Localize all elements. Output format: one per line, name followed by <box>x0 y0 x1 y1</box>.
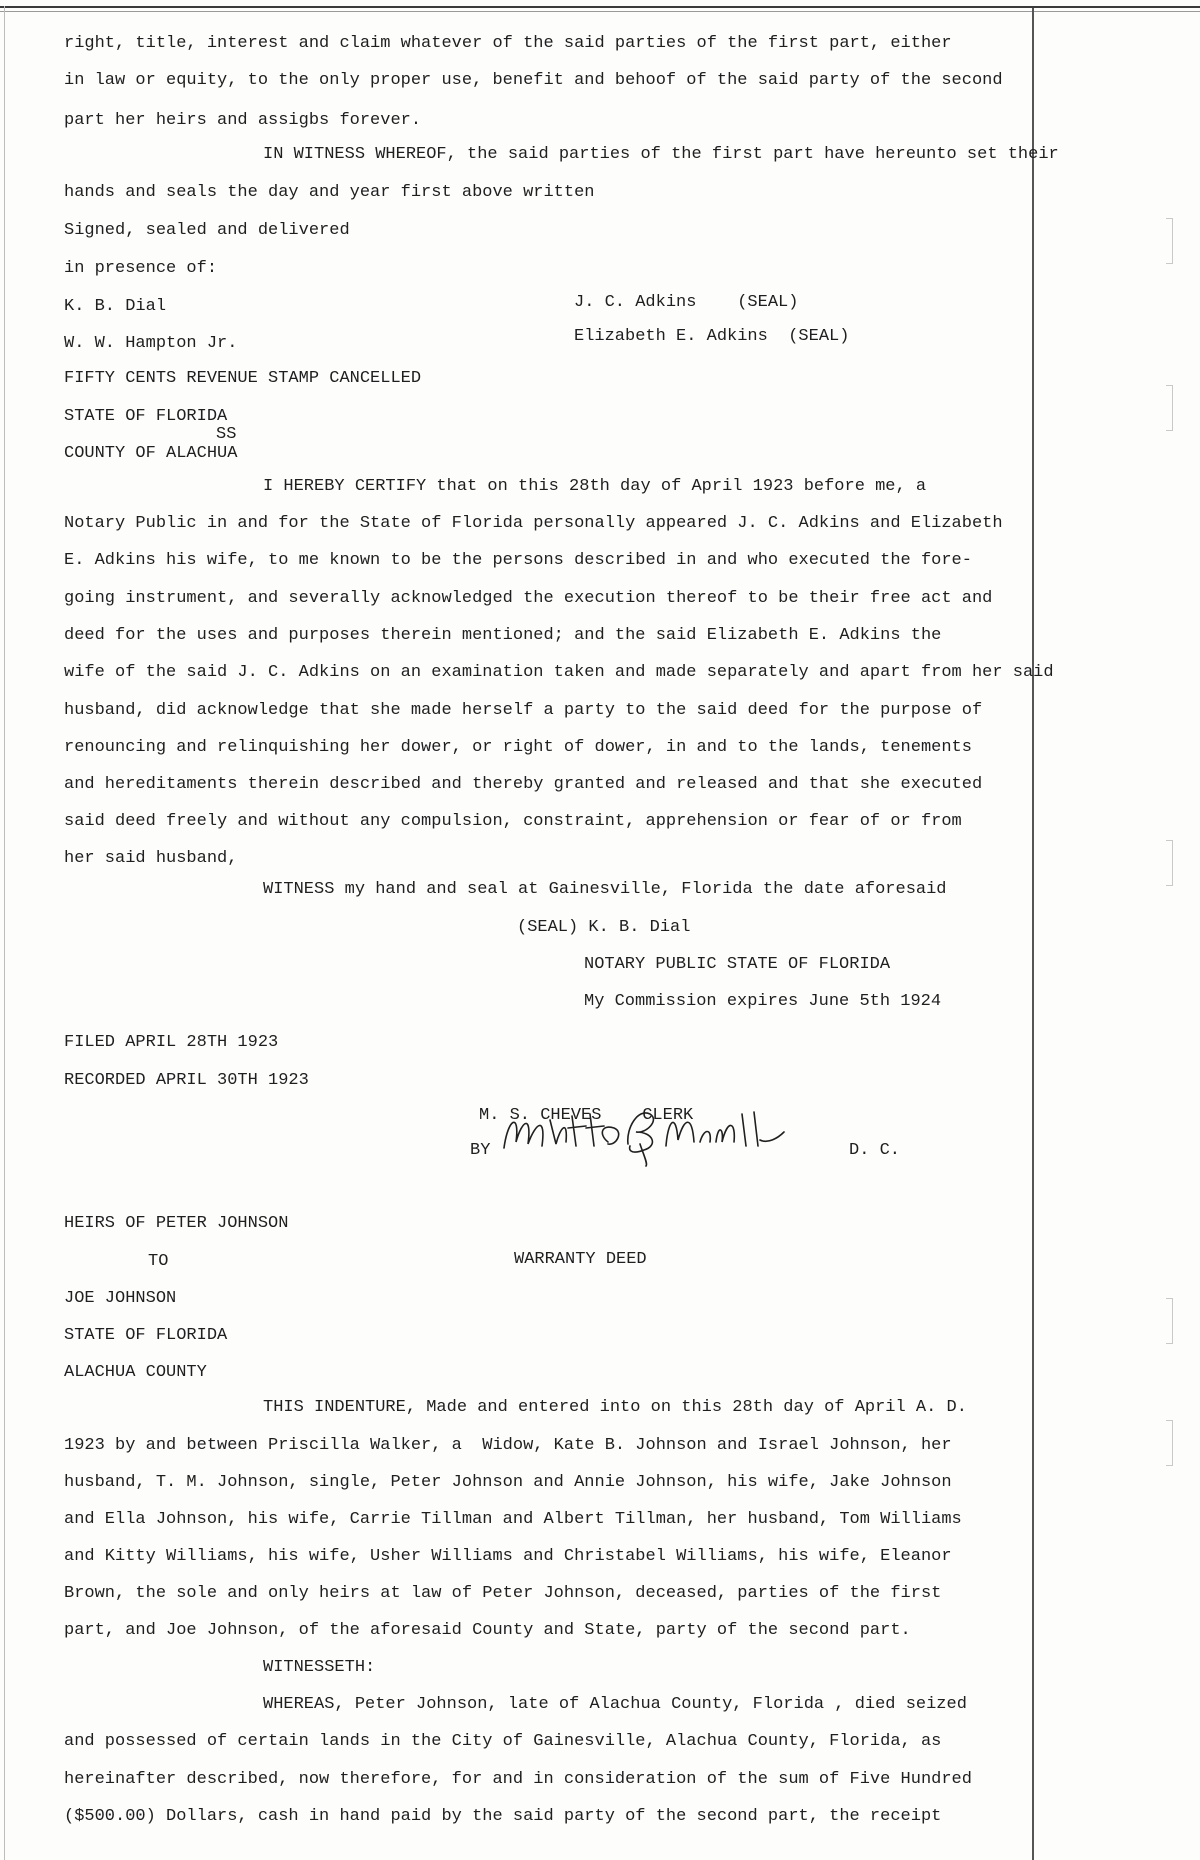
witness-name: K. B. Dial <box>64 297 167 316</box>
margin-bracket <box>1166 1298 1173 1344</box>
certificate-line: deed for the uses and purposes therein mentioned; and the said Elizabeth E. Adkins the <box>64 626 942 645</box>
certificate-line: her said husband, <box>64 849 238 868</box>
deed1-text-line: part her heirs and assigbs forever. <box>64 111 422 130</box>
deed2-text-line: and Kitty Williams, his wife, Usher Williams and Christabel Williams, his wife, Eleanor <box>64 1547 952 1566</box>
deed1-text-line: in law or equity, to the only proper use, benefit and behoof of the said party of the second <box>64 71 1003 90</box>
deed2-text-line: THIS INDENTURE, Made and entered into on this 28th day of April A. D. <box>263 1398 967 1417</box>
deed2-grantor-heading: HEIRS OF PETER JOHNSON <box>64 1214 289 1233</box>
notary-signature: (SEAL) K. B. Dial <box>517 918 691 937</box>
deed2-text-line: part, and Joe Johnson, of the aforesaid County and State, party of the second part. <box>64 1621 911 1640</box>
deed2-text-line: hereinafter described, now therefore, for and in consideration of the sum of Five Hundred <box>64 1770 972 1789</box>
notary-commission: My Commission expires June 5th 1924 <box>584 992 942 1011</box>
venue-county: COUNTY OF ALACHUA <box>64 444 238 463</box>
venue-state: STATE OF FLORIDA <box>64 407 228 426</box>
clerk-by: BY <box>470 1141 491 1160</box>
deed2-text-line: and Ella Johnson, his wife, Carrie Tillman and Albert Tillman, her husband, Tom Williams <box>64 1510 962 1529</box>
deed1-text-line: right, title, interest and claim whatever of the said parties of the first part, either <box>64 34 952 53</box>
notary-witness-line: WITNESS my hand and seal at Gainesville, Florida the date aforesaid <box>263 880 947 899</box>
right-margin-rule <box>1032 8 1034 1860</box>
venue-ss: SS <box>216 425 237 444</box>
grantor-signature: J. C. Adkins (SEAL) <box>574 293 799 312</box>
deed1-text-line: Signed, sealed and delivered <box>64 221 350 240</box>
deed2-text-line: Brown, the sole and only heirs at law of Peter Johnson, deceased, parties of the first <box>64 1584 942 1603</box>
deed1-text-line: IN WITNESS WHEREOF, the said parties of the first part have hereunto set their <box>263 145 1059 164</box>
certificate-line: going instrument, and severally acknowledged the execution thereof to be their free act and <box>64 589 993 608</box>
deed2-text-line: ($500.00) Dollars, cash in hand paid by the said party of the second part, the receipt <box>64 1807 942 1826</box>
grantor-signature: Elizabeth E. Adkins (SEAL) <box>574 327 850 346</box>
certificate-line: wife of the said J. C. Adkins on an examination taken and made separately and apart from her said <box>64 663 1054 682</box>
deed2-to-word: TO <box>148 1252 169 1271</box>
certificate-line: said deed freely and without any compulsion, constraint, apprehension or fear of or from <box>64 812 962 831</box>
top-border-line <box>0 6 1200 8</box>
margin-bracket <box>1166 1420 1173 1466</box>
deputy-clerk-signature <box>498 1098 788 1168</box>
margin-bracket <box>1166 218 1173 264</box>
certificate-line: Notary Public in and for the State of Florida personally appeared J. C. Adkins and Elizabeth <box>64 514 1003 533</box>
deed2-grantee-heading: JOE JOHNSON <box>64 1289 177 1308</box>
certificate-line: and hereditaments therein described and thereby granted and released and that she executed <box>64 775 983 794</box>
filed-date: FILED APRIL 28TH 1923 <box>64 1033 279 1052</box>
deed2-witnesseth: WITNESSETH: <box>263 1658 376 1677</box>
deed1-text-line: in presence of: <box>64 259 218 278</box>
left-margin-rule <box>4 6 5 1860</box>
certificate-line: renouncing and relinquishing her dower, or right of dower, in and to the lands, tenements <box>64 738 972 757</box>
deed2-venue-county: ALACHUA COUNTY <box>64 1363 207 1382</box>
revenue-stamp-note: FIFTY CENTS REVENUE STAMP CANCELLED <box>64 369 422 388</box>
margin-bracket <box>1166 840 1173 886</box>
top-border-line-thin <box>0 11 1200 12</box>
deputy-clerk-label: D. C. <box>849 1141 901 1160</box>
certificate-line: husband, did acknowledge that she made herself a party to the said deed for the purpose of <box>64 701 983 720</box>
witness-name: W. W. Hampton Jr. <box>64 334 238 353</box>
deed2-text-line: 1923 by and between Priscilla Walker, a Widow, Kate B. Johnson and Israel Johnson, her <box>64 1436 952 1455</box>
margin-bracket <box>1166 385 1173 431</box>
deed2-text-line: and possessed of certain lands in the City of Gainesville, Alachua County, Florida, as <box>64 1732 942 1751</box>
deed2-venue-state: STATE OF FLORIDA <box>64 1326 228 1345</box>
deed1-text-line: hands and seals the day and year first above written <box>64 183 595 202</box>
notary-title: NOTARY PUBLIC STATE OF FLORIDA <box>584 955 891 974</box>
deed2-text-line: husband, T. M. Johnson, single, Peter Johnson and Annie Johnson, his wife, Jake Johnson <box>64 1473 952 1492</box>
certificate-line: I HEREBY CERTIFY that on this 28th day of April 1923 before me, a <box>263 477 927 496</box>
certificate-line: E. Adkins his wife, to me known to be the persons described in and who executed the fore- <box>64 551 972 570</box>
recorded-date: RECORDED APRIL 30TH 1923 <box>64 1071 309 1090</box>
clerk-name: M. S. CHEVES CLERK <box>479 1106 694 1125</box>
deed2-document-type: WARRANTY DEED <box>514 1250 647 1269</box>
deed2-text-line: WHEREAS, Peter Johnson, late of Alachua County, Florida , died seized <box>263 1695 967 1714</box>
